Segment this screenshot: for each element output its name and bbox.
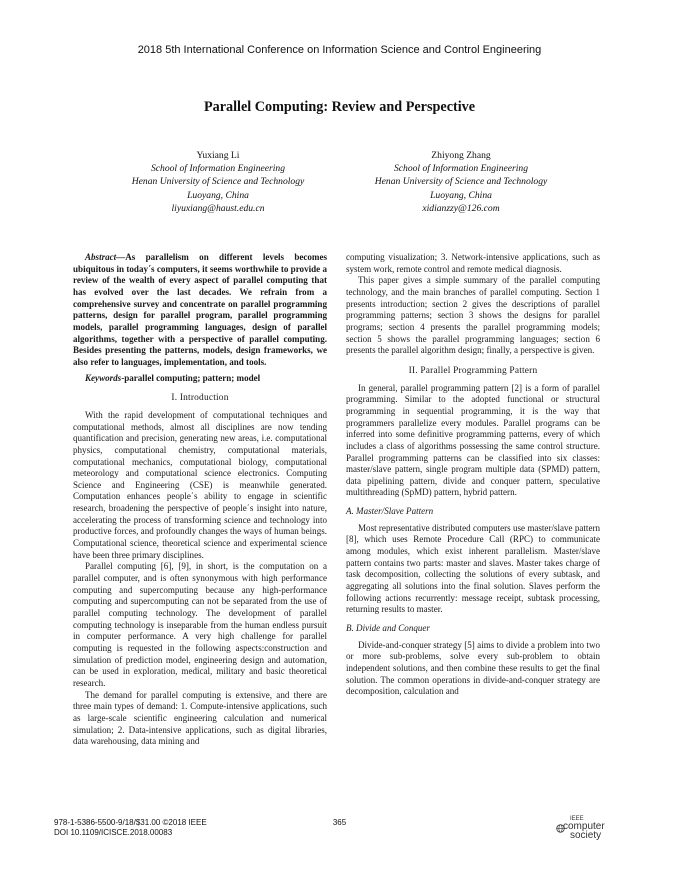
keywords-label: Keywords: [85, 372, 122, 383]
ieee-computer-society-logo: [556, 816, 626, 842]
intro-paragraph-3-continued: computing visualization; 3. Network-intensive applications, such as system work, remote control and remote medical diagnosis.: [346, 252, 600, 274]
footer-isbn: 978-1-5386-5500-9/18/$31.00 ©2018 IEEE: [54, 818, 207, 827]
paper-title: Parallel Computing: Review and Perspective: [203, 99, 476, 115]
logo-computer-text: computer: [563, 821, 605, 832]
section-heading-patterns: II. Parallel Programming Pattern: [408, 365, 538, 376]
author-school: School of Information Engineering: [150, 163, 286, 175]
conference-header: 2018 5th International Conference on Information Science and Control Engineering: [137, 44, 542, 56]
section-heading-introduction: I. Introduction: [171, 393, 229, 404]
author-block-2: [331, 149, 591, 215]
keywords: [73, 373, 327, 385]
author-university: Henan University of Science and Technology: [131, 176, 305, 188]
subsection-heading-divide-conquer: B. Divide and Conquer: [346, 623, 430, 634]
master-slave-paragraph: Most representative distributed computers use master/slave pattern [8], which uses Remote Procedure Call (RPC) to communicate among modules, which exist inherent parallelism. Master/slave pattern contains two parts: master and slaves. Master takes charge of task decomposition, collecting the solutions of every subtask, and aggregating all solutions into the final solution. Slaves perform the following actions recurrently: message receipt, subtask processing, returning results to master.: [346, 522, 600, 615]
author-block-1: [88, 149, 348, 215]
abstract-text: —As parallelism on different levels becomes ubiquitous in today΄s computers, it seems worthwhile to provide a review of the wealth of every aspect of parallel computing that has evolved over the last decades. We refrain from a comprehensive survey and concentrate on parallel programming patterns, design for parallel program, parallel programming models, parallel programming languages, design of parallel algorithms, together with a perspective of parallel computing. Besides presenting the patterns, models, design frameworks, we also refer to languages, implementation, and tools.: [73, 252, 327, 367]
author-email: liyuxiang@haust.edu.cn: [171, 202, 265, 214]
author-city: Luoyang, China: [187, 189, 249, 201]
author-name: Yuxiang Li: [196, 150, 240, 161]
subsection-heading-master-slave: A. Master/Slave Pattern: [346, 506, 434, 517]
divide-conquer-paragraph: Divide-and-conquer strategy [5] aims to divide a problem into two or more sub-problems, solve every sub-problem to obtain independent solutions, and then combine these results to get the final solution. The common operations in divide-and-conquer strategy are decomposition, calculation and: [346, 639, 600, 697]
author-school: School of Information Engineering: [393, 163, 529, 175]
intro-paragraph-1: With the rapid development of computational techniques and computational methods, almost all disciplines are now tending quantification and precision, generating new areas, i.e. computational physics, computational chemistry, computational materials, computational mechanics, computational biology, computational meteorology and computational science electronics. Computing Science and Engineering (CSE) is meanwhile generated. Computation enhances people΄s ability to engage in scientific research, broadening the perspective of people΄s insight into nature, accelerating the process of transforming science and technology into productive forces, and profoundly changes the ways of human beings. Computational science, theoretical science and experimental science have been three primary disciplines.: [73, 409, 327, 560]
intro-paragraph-2: Parallel computing [6], [9], in short, is the computation on a parallel computer, and is often synonymous with high performance computing and supercomputing because any high-performance computing and supercomputing can not be separated from the use of parallel computing technology. The development of parallel computing technology is inseparable from the human endless pursuit in computer performance. A very high challenge for parallel computing is requested in the following aspects:construction and simulation of prediction model, engineering design and automation, can be used in exploration, medical, military and basic theoretical research.: [73, 561, 327, 688]
abstract: [73, 252, 327, 369]
intro-paragraph-4: This paper gives a simple summary of the parallel computing technology, and the main branches of parallel computing. Section 1 presents introduction; section 2 gives the descriptions of parallel programming patterns; section 3 shows the designs for parallel programs; section 4 presents the parallel programming models; section 5 shows the parallel programming languages; section 6 presents the parallel algorithm design; finally, a perspective is given.: [346, 275, 600, 356]
author-name: Zhiyong Zhang: [431, 150, 491, 161]
author-email: xidianzzy@126.com: [422, 202, 500, 214]
footer-doi: DOI 10.1109/ICISCE.2018.00083: [54, 827, 173, 837]
abstract-label: Abstract: [85, 252, 117, 262]
logo-society-text: society: [570, 830, 602, 841]
author-city: Luoyang, China: [430, 189, 492, 201]
logo-ieee-text: IEEE: [570, 816, 584, 822]
keywords-text: -parallel computing; pattern; model: [121, 372, 261, 383]
patterns-paragraph-1: In general, parallel programming pattern [2] is a form of parallel programming. Similar to the adopted functional or structural programming in sequential programming, it is the way that programmers parallelize every modules. Parallel programs can be inferred into some definitive programming patterns, every of which includes a class of algorithms possessing the same control structure. Parallel programming patterns can be classified into six classes: master/slave pattern, single program multiple data (SPMD) pattern, data pipelining pattern, divide and conquer pattern, speculative multithreading (SpMD) pattern, hybrid pattern.: [346, 382, 600, 498]
page-number: 365: [332, 818, 347, 827]
intro-paragraph-3: The demand for parallel computing is extensive, and there are three main types of demand: 1. Compute-intensive applications, such as large-scale scientific engineering calculation and numerical simulation; 2. Data-intensive applications, such as digital libraries, data warehousing, data mining and: [73, 689, 327, 747]
author-university: Henan University of Science and Technology: [374, 176, 548, 188]
left-column: [73, 252, 327, 748]
right-column: [346, 252, 600, 698]
